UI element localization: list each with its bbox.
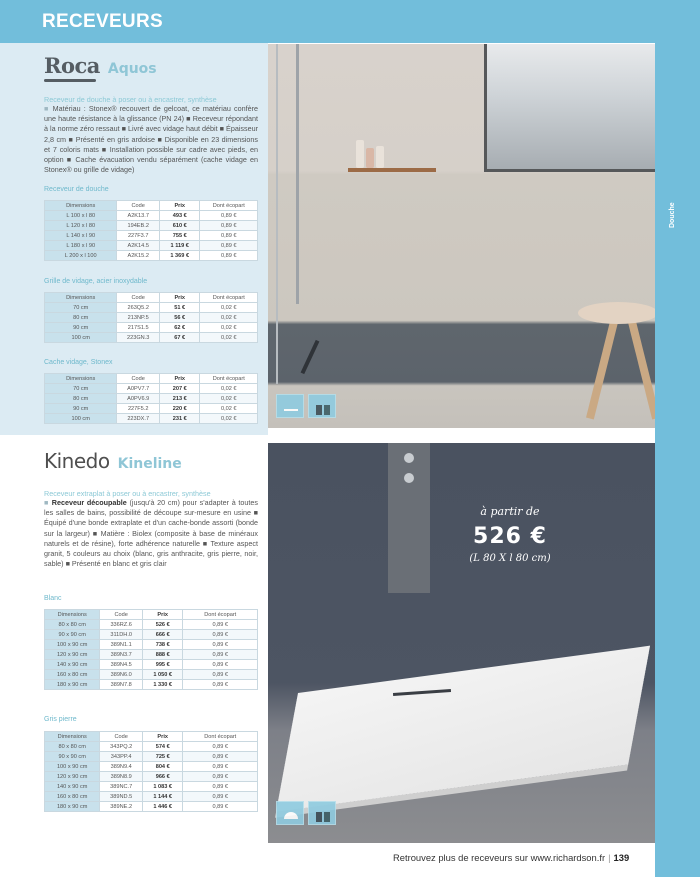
roca-receveur-table: Dimensions Code Prix Dont écopart L 100 x l 80 A2K13.7 493 € 0,89 € L 120 x l 80 194EB.2 610 € 0,89 € L 140 x l 90 227F3.7 755 € 0,89 € L 180 x l 90 A2K14.5 1 119 € 0,89 € L 200 x l 100 A2K15.2 1 369 € 0,89 € (44, 200, 258, 261)
table-row: 100 cm 223GN.3 67 € 0,02 € (45, 333, 258, 343)
table-row: L 140 x l 90 227F3.7 755 € 0,89 € (45, 231, 258, 241)
footer (393, 852, 629, 863)
table-row: 180 x 90 cm 389NE.2 1 446 € 0,89 € (45, 802, 258, 812)
roca-product-photo (268, 44, 655, 428)
kinedo-gris-table: Dimensions Code Prix Dont écopart 80 x 80 cm 343PQ.2 574 € 0,89 € 90 x 90 cm 343PP.4 725 € 0,89 € 100 x 90 cm 389N9.4 804 € 0,89 € 120 x 90 cm 389N8.9 966 € 0,89 € 140 x 90 cm 389NC.7 1 083 € 0,89 € 160 x 80 cm 389ND.5 1 144 € 0,89 € 180 x 90 cm 389NE.2 1 446 € 0,89 € (44, 731, 258, 812)
kinedo-blanc-label: Blanc (44, 595, 62, 602)
roca-description: ■ Matériau : Stonex® recouvert de gelcoat, ce matériau confère une haute résistance à la glissance (PN 24) ■ Receveur répondant à la norme zéro ressaut ■ Livré avec vidage haut débit ■ Épaisseur 2,8 cm ■ Présenté en gris ardoise ■ Disponible en 23 dimensions et 7 coloris mats ■ Installation possible sur cadre avec pieds, en option ■ Cache évacuation vendu séparément (cache vidage en Stonex® ou grille de vidage) (44, 104, 258, 175)
kinedo-gris-label: Gris pierre (44, 716, 77, 723)
table-row: 90 x 90 cm 343PP.4 725 € 0,89 € (45, 752, 258, 762)
shower-pipe (296, 44, 299, 304)
table-row: 140 x 90 cm 389NC.7 1 083 € 0,89 € (45, 782, 258, 792)
table-row: L 200 x l 100 A2K15.2 1 369 € 0,89 € (45, 251, 258, 261)
table-row: 80 x 80 cm 343PQ.2 574 € 0,89 € (45, 742, 258, 752)
roca-cache-label: Cache vidage, Stonex (44, 359, 113, 366)
table-row: 70 cm 263Q5.2 51 € 0,02 € (45, 303, 258, 313)
table-row: 70 cm A0PV7.7 207 € 0,02 € (45, 384, 258, 394)
roca-logo: Roca (44, 53, 100, 78)
table-row: 90 cm 217S1.5 62 € 0,02 € (45, 323, 258, 333)
color-options-badge (308, 394, 336, 418)
bottle-icon (366, 148, 374, 168)
promo-price: 526 € (473, 524, 547, 549)
table-row: L 120 x l 80 194EB.2 610 € 0,89 € (45, 221, 258, 231)
roca-model-name: Aquos (107, 61, 157, 77)
table-row: 100 cm 223DX.7 231 € 0,02 € (45, 414, 258, 424)
header-band (0, 0, 700, 43)
cut-arc-icon (284, 812, 298, 819)
table-row: 100 x 90 cm 389N9.4 804 € 0,89 € (45, 762, 258, 772)
kinedo-product-panel (30, 435, 268, 835)
table-row: 140 x 90 cm 389N4.5 995 € 0,89 € (45, 660, 258, 670)
shelf (348, 168, 436, 172)
glass-panel-edge (276, 44, 278, 384)
bottle-icon (356, 140, 364, 168)
footer-divider: | (608, 852, 611, 863)
table-row: 90 cm 227F5.2 220 € 0,02 € (45, 404, 258, 414)
stool-leg (586, 321, 618, 420)
kinedo-blanc-table: Dimensions Code Prix Dont écopart 80 x 80 cm 336RZ.6 526 € 0,89 € 90 x 90 cm 311DH.0 666 € 0,89 € 100 x 90 cm 389N1.1 738 € 0,89 € 120 x 90 cm 389N3.7 888 € 0,89 € 140 x 90 cm 389N4.5 995 € 0,89 € 160 x 80 cm 389N6.0 1 050 € 0,89 € 180 x 90 cm 389N7.8 1 330 € 0,89 € (44, 609, 258, 690)
decoupable-badge (276, 801, 304, 825)
bullet-icon: ■ (44, 104, 53, 113)
roca-table-label: Receveur de douche (44, 186, 109, 193)
kinedo-model-name: Kineline (117, 456, 182, 472)
table-row: 80 cm 213NP.5 56 € 0,02 € (45, 313, 258, 323)
roca-grille-table: Dimensions Code Prix Dont écopart 70 cm 263Q5.2 51 € 0,02 € 80 cm 213NP.5 56 € 0,02 € 90 cm 217S1.5 62 € 0,02 € 100 cm 223GN.3 67 € 0,02 € (44, 292, 258, 343)
roca-product-panel (0, 43, 268, 435)
footer-link-text[interactable]: Retrouvez plus de receveurs sur www.richardson.fr (393, 852, 606, 863)
bottle-icon (376, 146, 384, 168)
bullet-icon: ■ (44, 498, 52, 507)
table-row: L 180 x l 90 A2K14.5 1 119 € 0,89 € (45, 241, 258, 251)
table-row: 160 x 80 cm 389ND.5 1 144 € 0,89 € (45, 792, 258, 802)
valve-knob (404, 453, 414, 463)
kinedo-logo: Kinedo (44, 449, 110, 473)
valve-knob (404, 473, 414, 483)
stool-leg (628, 321, 655, 420)
swatch-icon (324, 812, 330, 822)
roca-grille-label: Grille de vidage, acier inoxydable (44, 278, 148, 285)
linear-drain (301, 340, 320, 374)
table-row: 180 x 90 cm 389N7.8 1 330 € 0,89 € (45, 680, 258, 690)
table-row: 80 cm A0PV6.9 213 € 0,02 € (45, 394, 258, 404)
page-number: 139 (613, 852, 630, 863)
table-row: 120 x 90 cm 389N8.9 966 € 0,89 € (45, 772, 258, 782)
roca-brand (44, 53, 157, 78)
kinedo-description: ■ Receveur découpable (jusqu'à 20 cm) pour s'adapter à toutes les salles de bains, possibilité de découpe sur-mesure en usine ■ Équipé d'une bonde extraplate et d'un cache-bonde assorti (bonde sur la largeur) ■ Matière : Biolex (composite à base de minéraux naturels et de résine), forte adhérence naturelle ■ Texture aspect granit, 5 couleurs au choix (blanc, gris anthracite, gris pierre, noir, sable) ■ Présenté en blanc et gris clair (44, 498, 258, 569)
promo-from-label: à partir de (480, 505, 540, 518)
swatch-icon (316, 405, 322, 415)
stool (578, 302, 655, 324)
table-row: 100 x 90 cm 389N1.1 738 € 0,89 € (45, 640, 258, 650)
table-row: 160 x 80 cm 389N6.0 1 050 € 0,89 € (45, 670, 258, 680)
color-options-badge (308, 801, 336, 825)
table-row: 80 x 80 cm 336RZ.6 526 € 0,89 € (45, 620, 258, 630)
kinedo-subtitle: Receveur extraplat à poser ou à encastrer, synthèse (44, 489, 211, 498)
kinedo-brand (44, 449, 182, 473)
roca-subtitle: Receveur de douche à poser ou à encastrer, synthèse (44, 95, 217, 104)
swatch-icon (316, 812, 322, 822)
roca-cache-table: Dimensions Code Prix Dont écopart 70 cm A0PV7.7 207 € 0,02 € 80 cm A0PV6.9 213 € 0,02 € 90 cm 227F5.2 220 € 0,02 € 100 cm 223DX.7 231 € 0,02 € (44, 373, 258, 424)
section-tab-douche[interactable]: Douche (669, 202, 676, 228)
side-strip (655, 0, 700, 877)
window-cityview (484, 44, 655, 172)
price-promo (440, 505, 580, 564)
table-row: 120 x 90 cm 389N3.7 888 € 0,89 € (45, 650, 258, 660)
swatch-icon (324, 405, 330, 415)
level-icon (284, 409, 298, 411)
kinedo-product-photo (268, 443, 655, 843)
page-title: RECEVEURS (42, 11, 163, 32)
shower-column (388, 443, 430, 593)
zero-ressaut-badge (276, 394, 304, 418)
shower-tray (276, 646, 650, 812)
promo-size: (L 80 X l 80 cm) (469, 553, 551, 564)
table-row: 90 x 90 cm 311DH.0 666 € 0,89 € (45, 630, 258, 640)
table-row: L 100 x l 80 A2K13.7 493 € 0,89 € (45, 211, 258, 221)
